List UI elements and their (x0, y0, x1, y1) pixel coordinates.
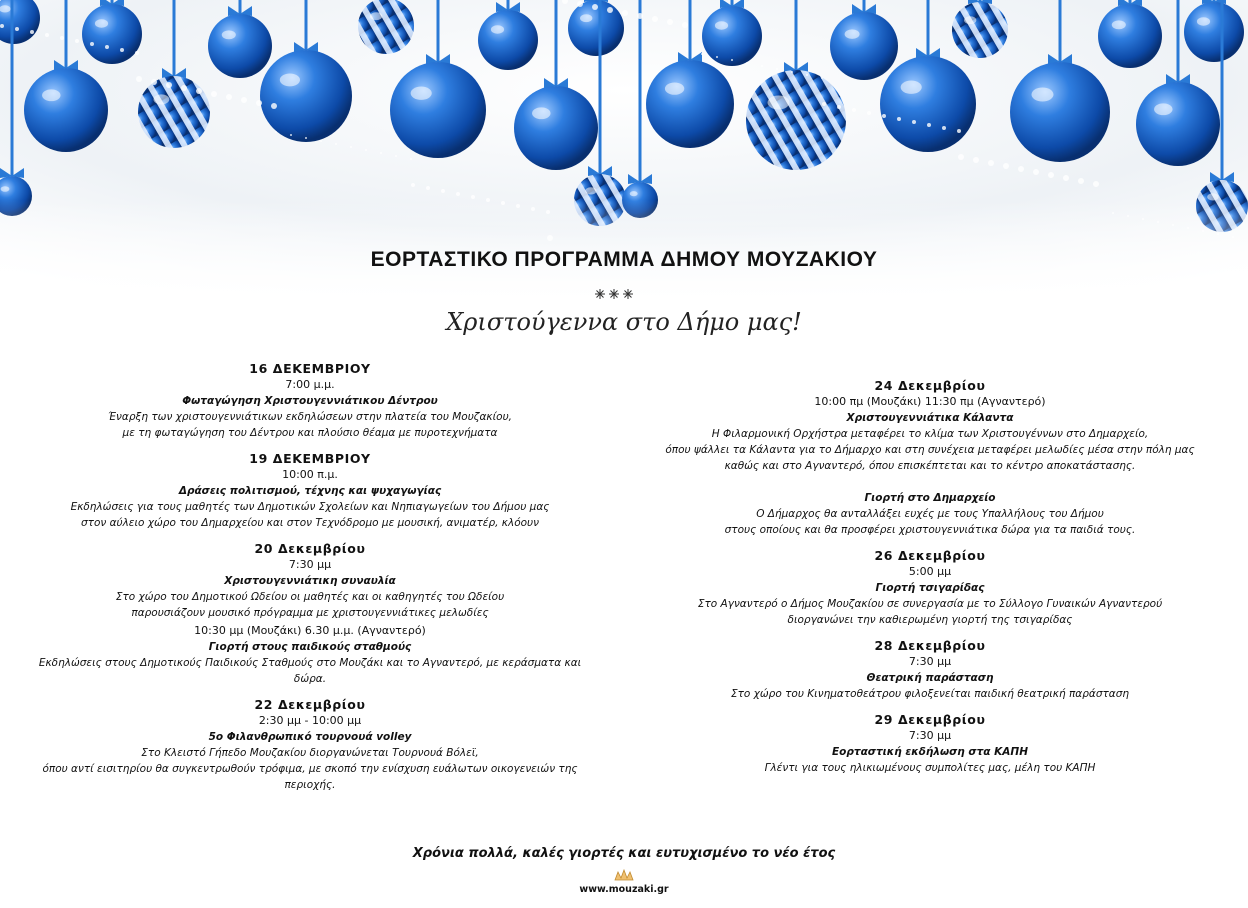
christmas-ornament-ball (702, 6, 762, 66)
event-description: Ο Δήμαρχος θα ανταλλάξει ευχές με τους Υπαλλήλους του Δήμου (756, 508, 1104, 520)
holiday-wishes: Χρόνια πολλά, καλές γιορτές και ευτυχισμένο το νέο έτος (412, 846, 836, 861)
snow-sparkle (275, 131, 277, 133)
snow-sparkle (791, 71, 793, 73)
snow-sparkle (942, 126, 946, 130)
event-time: 2:30 μμ - 10:00 μμ (258, 714, 362, 727)
event-description: Έναρξη των χριστουγεννιάτικων εκδηλώσεων στην πλατεία του Μουζακίου, (107, 411, 513, 423)
snow-sparkle (746, 62, 748, 64)
event-description: Εκδηλώσεις για τους μαθητές των Δημοτικών Σχολείων και Νηπιαγωγείων του Δήμου μας (70, 501, 550, 513)
christmas-ornament-ball (646, 60, 734, 148)
christmas-ornament-ball (24, 68, 108, 152)
event-date: 20 Δεκεμβρίου (254, 541, 366, 556)
snow-sparkle (852, 108, 856, 112)
snow-sparkle (0, 24, 4, 28)
snow-sparkle (867, 111, 871, 115)
event-time: 7:30 μμ (908, 729, 952, 742)
event-time: 7:30 μμ (908, 655, 952, 668)
event-dec-29 (650, 712, 1210, 776)
event-time: 7:00 μ.μ. (285, 378, 335, 391)
christmas-ornament-ball (1098, 4, 1162, 68)
snow-sparkle (806, 74, 808, 76)
snow-sparkle (290, 134, 292, 136)
event-name: Εορταστική εκδήλωση στα ΚΑΠΗ (831, 746, 1029, 758)
event-description: με τη φωταγώγηση του Δέντρου και πλούσιο θέαμα με πυροτεχνήματα (122, 427, 498, 439)
program-title: ΕΟΡΤΑΣΤΙΚΟ ΠΡΟΓΡΑΜΜΑ ΔΗΜΟΥ ΜΟΥΖΑΚΙΟΥ (370, 248, 878, 271)
snow-sparkle (912, 120, 916, 124)
ornament-highlight (845, 29, 860, 39)
snow-sparkle (958, 154, 964, 160)
ornament-highlight (1154, 103, 1172, 115)
event-description: στον αύλειο χώρο του Δημαρχείου και στον Τεχνόδρομο με μουσική, ανιματέρ, κλόουν (80, 517, 539, 529)
snow-sparkle (607, 7, 613, 13)
snow-sparkle (365, 149, 367, 151)
event-name: 5ο Φιλανθρωπικό τουρνουά volley (208, 731, 412, 743)
ornament-highlight (280, 73, 300, 86)
event-dec-28 (650, 638, 1210, 702)
ornament-highlight (222, 30, 236, 39)
ornament-highlight (532, 107, 550, 119)
snow-sparkle (136, 76, 142, 82)
snow-sparkle (456, 192, 460, 196)
christmas-ornament-ball (358, 0, 414, 54)
snow-sparkle (1078, 178, 1084, 184)
event-description: όπου αντί εισιτηρίου θα συγκεντρωθούν τρόφιμα, με σκοπό την ενίσχυση ευάλωτων οικογενειών της περιοχής. (42, 763, 578, 791)
snowflake-divider-icon (594, 288, 634, 300)
snow-sparkle (1093, 181, 1099, 187)
christmas-ornament-ball (82, 4, 142, 64)
snow-sparkle (897, 117, 901, 121)
event-time: 7:30 μμ (288, 558, 332, 571)
snow-sparkle (305, 137, 307, 139)
event-name: Δράσεις πολιτισμού, τέχνης και ψυχαγωγίας (178, 485, 442, 497)
event-name: Χριστουγεννιάτικη συναυλία (224, 575, 396, 587)
snow-sparkle (90, 42, 94, 46)
christmas-ornament-ball (880, 56, 976, 152)
ornament-highlight (370, 12, 382, 20)
snow-sparkle (1018, 166, 1024, 172)
ornament-highlight (901, 80, 922, 93)
snow-sparkle (226, 94, 232, 100)
snow-sparkle (241, 97, 247, 103)
christmas-ornament-ball (1010, 62, 1110, 162)
snow-sparkle (271, 103, 277, 109)
snow-sparkle (701, 53, 703, 55)
snow-sparkle (45, 33, 49, 37)
snow-sparkle (411, 183, 415, 187)
christmas-ornament-ball (1136, 82, 1220, 166)
snow-sparkle (731, 59, 733, 61)
event-date: 24 Δεκεμβρίου (874, 378, 986, 393)
event-description: στους οποίους και θα προσφέρει χριστουγεννιάτικα δώρα για τα παιδιά τους. (724, 524, 1136, 536)
christmas-ornament-ball (1184, 2, 1244, 62)
event-dec-22 (30, 697, 590, 793)
event-dec-26 (650, 548, 1210, 628)
snow-sparkle (135, 51, 139, 55)
snow-sparkle (151, 79, 157, 85)
event-description: Στο Αγναντερό ο Δήμος Μουζακίου σε συνεργασία με το Σύλλογο Γυναικών Αγναντερού (697, 598, 1163, 610)
event-date: 29 Δεκεμβρίου (874, 712, 986, 727)
snow-sparkle (667, 19, 673, 25)
christmas-ornament-ball (478, 10, 538, 70)
snow-sparkle (471, 195, 475, 199)
snow-sparkle (105, 45, 109, 49)
event-description: Στο χώρο του Δημοτικού Ωδείου οι μαθητές και οι καθηγητές του Ωδείου (115, 591, 505, 603)
snow-sparkle (837, 105, 841, 109)
christmas-ornament-ball (390, 62, 486, 158)
snow-sparkle (211, 91, 217, 97)
ornament-highlight (491, 25, 504, 33)
snow-sparkle (60, 36, 64, 40)
snow-sparkle (927, 123, 931, 127)
snow-sparkle (395, 155, 397, 157)
event-description: όπου ψάλλει τα Κάλαντα για το Δήμαρχο και στη συνέχεια μεταφέρει μελωδίες μέσα στην πόλη μας (665, 444, 1195, 456)
left-events-column (30, 361, 590, 803)
event-dec-20-nurseries (30, 623, 590, 687)
christmas-ornament-ball (260, 50, 352, 142)
event-description: παρουσιάζουν μουσικό πρόγραμμα με χριστουγεννιάτικες μελωδίες (131, 607, 489, 619)
event-name: Θεατρική παράσταση (866, 672, 994, 684)
ornament-highlight (1112, 20, 1126, 29)
snow-sparkle (577, 1, 583, 7)
event-time: 10:00 πμ (Μουζάκι) 11:30 πμ (Αγναντερό) (814, 395, 1046, 408)
snow-sparkle (320, 140, 322, 142)
ornament-highlight (1207, 193, 1218, 200)
event-time: 10:00 π.μ. (282, 468, 338, 481)
snow-sparkle (256, 100, 262, 106)
snow-sparkle (686, 50, 688, 52)
ornament-highlight (585, 187, 596, 194)
event-time: 5:00 μμ (908, 565, 952, 578)
event-description: Στο χώρο του Κινηματοθεάτρου φιλοξενείται παιδική θεατρική παράσταση (730, 688, 1130, 700)
snow-sparkle (822, 102, 826, 106)
ornament-highlight (1197, 17, 1210, 25)
snow-sparkle (682, 22, 688, 28)
event-date: 28 Δεκεμβρίου (874, 638, 986, 653)
ornament-highlight (665, 82, 684, 94)
snow-sparkle (350, 146, 352, 148)
ornament-highlight (580, 14, 592, 22)
municipality-logo-icon (614, 868, 634, 882)
event-name: Γιορτή στους παιδικούς σταθμούς (208, 641, 412, 653)
ornament-highlight (153, 94, 169, 104)
event-name: Φωταγώγηση Χριστουγεννιάτικου Δέντρου (182, 395, 438, 407)
program-subtitle: Χριστούγεννα στο Δήμο μας! (446, 308, 802, 336)
christmas-ornament-ball (514, 86, 598, 170)
snow-sparkle (120, 48, 124, 52)
snow-sparkle (716, 56, 718, 58)
christmas-ornament-ball (830, 12, 898, 80)
event-name: Χριστουγεννιάτικα Κάλαντα (846, 412, 1014, 424)
event-description: διοργανώνει την καθιερωμένη γιορτή της τσιγαρίδας (787, 614, 1073, 626)
ornament-highlight (715, 21, 728, 29)
snow-sparkle (15, 27, 19, 31)
snow-sparkle (181, 85, 187, 91)
snow-sparkle (1063, 175, 1069, 181)
event-dec-24 (650, 378, 1210, 538)
snow-sparkle (761, 65, 763, 67)
ornament-highlight (411, 86, 432, 99)
event-date: 19 ΔΕΚΕΜΒΡΙΟΥ (249, 451, 371, 466)
ornament-highlight (42, 89, 60, 101)
event-description: Η Φιλαρμονική Ορχήστρα μεταφέρει το κλίμα των Χριστουγέννων στο Δημαρχείο, (711, 428, 1149, 440)
ornament-highlight (768, 96, 790, 110)
event-name: Γιορτή τσιγαρίδας (875, 582, 985, 594)
snow-sparkle (592, 4, 598, 10)
event-description: Γλέντι για τους ηλικιωμένους συμπολίτες μας, μέλη του ΚΑΠΗ (764, 762, 1096, 774)
event-description: Στο Κλειστό Γήπεδο Μουζακίου διοργανώνεται Τουρνουά Βόλεϊ, (141, 747, 479, 759)
ornament-highlight (1, 186, 10, 192)
ornament-highlight (964, 16, 976, 24)
christmas-ornament-ball (208, 14, 272, 78)
event-date: 22 Δεκεμβρίου (254, 697, 366, 712)
ornament-highlight (95, 19, 108, 27)
christmas-ornament-ball (138, 76, 210, 148)
snow-sparkle (335, 143, 337, 145)
event-dec-19 (30, 451, 590, 531)
ornament-highlight (1032, 88, 1054, 102)
ornament-highlight (630, 191, 638, 196)
event-dec-20 (30, 541, 590, 687)
snow-sparkle (973, 157, 979, 163)
event-date: 26 Δεκεμβρίου (874, 548, 986, 563)
snow-sparkle (1048, 172, 1054, 178)
snow-sparkle (1033, 169, 1039, 175)
event-name: Γιορτή στο Δημαρχείο (864, 492, 996, 504)
christmas-ornament-ball (746, 70, 846, 170)
snow-sparkle (1003, 163, 1009, 169)
snow-sparkle (441, 189, 445, 193)
snow-sparkle (75, 39, 79, 43)
snow-sparkle (652, 16, 658, 22)
website-link[interactable]: www.mouzaki.gr (579, 884, 669, 895)
snow-sparkle (776, 68, 778, 70)
snow-sparkle (196, 88, 202, 94)
event-time: 10:30 μμ (Μουζάκι) 6.30 μ.μ. (Αγναντερό) (194, 624, 426, 637)
snow-sparkle (410, 158, 412, 160)
event-description: καθώς και στο Αγναντερό, όπου επισκέπτεται και το κέντρο αποκατάστασης. (724, 460, 1136, 472)
snow-sparkle (637, 13, 643, 19)
right-events-column (650, 378, 1210, 786)
snow-sparkle (622, 10, 628, 16)
snow-sparkle (882, 114, 886, 118)
snow-sparkle (426, 186, 430, 190)
snow-sparkle (821, 77, 823, 79)
snow-sparkle (380, 152, 382, 154)
snow-sparkle (988, 160, 994, 166)
event-date: 16 ΔΕΚΕΜΒΡΙΟΥ (249, 361, 371, 376)
event-description: Εκδηλώσεις στους Δημοτικούς Παιδικούς Σταθμούς στο Μουζάκι και το Αγναντερό, με κεράσματα και δώρα. (38, 657, 582, 685)
snow-sparkle (957, 129, 961, 133)
snow-sparkle (30, 30, 34, 34)
event-dec-16 (30, 361, 590, 441)
christmas-ornament-ball (952, 2, 1008, 58)
snow-sparkle (166, 82, 172, 88)
